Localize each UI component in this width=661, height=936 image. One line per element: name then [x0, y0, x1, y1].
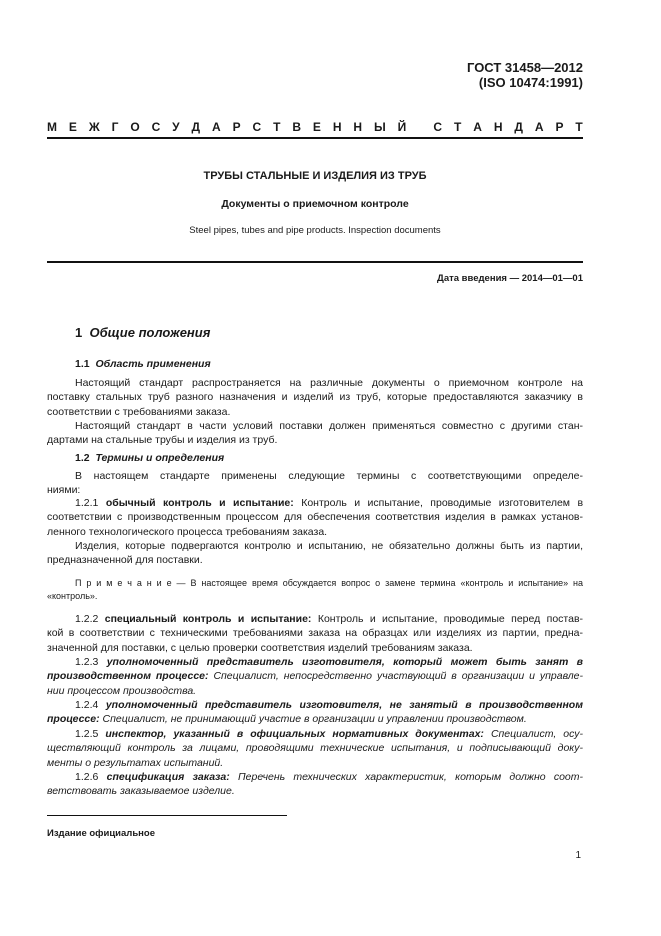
term-definition: Специалист, не принимающий участие в организации и управлении производством.: [102, 713, 527, 726]
text-line: Настоящий стандарт распространяется на различные документы о приемочном контроле на: [75, 377, 583, 389]
subsection-heading-1-1: [75, 358, 211, 370]
text-line: соответствии с требованиями заказа.: [47, 405, 231, 418]
term-name: производственном процессе:: [47, 670, 209, 683]
banner-letter: Т: [273, 120, 281, 134]
banner-letter: С: [252, 120, 262, 134]
text-line: [47, 727, 583, 741]
term-definition: менты о результатах испытаний.: [47, 756, 224, 769]
banner-letter: Е: [68, 120, 77, 134]
section-title: Общие положения: [89, 325, 211, 340]
banner-letter: Т: [575, 120, 583, 134]
text-line: ниями:: [47, 484, 81, 497]
document-subtitle: Документы о приемочном контроле: [221, 198, 409, 210]
term-number: 1.2.3: [75, 656, 99, 668]
term-name: уполномоченный представитель изготовителя, не занятый в производственном: [105, 699, 583, 711]
banner-letter: Т: [453, 120, 462, 134]
banner-letter: Й: [397, 120, 407, 134]
banner-letter: А: [211, 120, 221, 134]
text-line: [47, 684, 583, 698]
text-line: В настоящем стандарте применены следующие термины с соответствующими определе-: [75, 470, 583, 482]
note: [47, 577, 583, 603]
official-edition-label: Издание официальное: [47, 828, 155, 839]
footer-rule: [47, 815, 287, 816]
term-1-2-6: [47, 770, 583, 799]
term-definition: нии процессом производства.: [47, 684, 197, 697]
text-line: [47, 784, 583, 798]
iso-reference: (ISO 10474:1991): [478, 75, 583, 90]
text-line: кой в соответствии с техническими требованиями заказа на образцах или изделиях из партии, предна-: [47, 627, 583, 640]
banner-letter: Р: [555, 120, 564, 134]
term-definition: Специалист, осу-: [490, 728, 583, 740]
text-line: [47, 770, 583, 784]
text-line: [47, 712, 583, 726]
banner-letter: [418, 120, 421, 134]
term-definition: ветствовать заказываемое изделие.: [47, 785, 235, 798]
banner-letter: Ы: [373, 120, 386, 134]
note-line: П р и м е ч а н и е — В настоящее время обсуждается вопрос о замене термина «контроль и испытание» на: [75, 578, 583, 588]
text-line: [47, 756, 583, 770]
banner-letter: Е: [312, 120, 321, 134]
interstate-standard-banner: [47, 120, 583, 134]
term-number: 1.2.2: [75, 613, 99, 625]
term-number: 1.2.5: [75, 728, 99, 740]
text-line: дартами на стальные трубы и изделия из труб.: [47, 434, 278, 447]
section-number: 1: [75, 325, 83, 340]
banner-letter: Р: [232, 120, 241, 134]
document-title: ТРУБЫ СТАЛЬНЫЕ И ИЗДЕЛИЯ ИЗ ТРУБ: [203, 170, 427, 182]
term-1-2-4: [47, 698, 583, 727]
subsection-title: Термины и определения: [95, 452, 225, 464]
subsection-title: Область применения: [95, 358, 211, 370]
term-number: 1.2.6: [75, 771, 99, 783]
top-rule: [47, 137, 583, 139]
term-definition: ществляющий контроль за лицами, проводящими технические испытания, и подписывающий доку-: [47, 742, 583, 755]
text-line: [47, 698, 583, 712]
banner-letter: Н: [493, 120, 503, 134]
banner-letter: Н: [353, 120, 363, 134]
term-number: 1.2.4: [75, 699, 99, 711]
page-number: 1: [575, 850, 581, 861]
banner-letter: С: [151, 120, 161, 134]
subsection-number: 1.1: [75, 358, 90, 370]
term-name: процессе:: [47, 713, 100, 726]
term-number: 1.2.1: [75, 497, 99, 509]
middle-rule: [47, 261, 583, 263]
term-1-2-2: [47, 612, 583, 655]
document-designation: [467, 60, 583, 90]
paragraph-scope: [47, 376, 583, 447]
subsection-heading-1-2: [75, 452, 224, 464]
term-name: инспектор, указанный в официальных нормативных документах:: [105, 728, 484, 740]
term-definition: Контроль и испытание, проводимые изготовителем в: [301, 497, 584, 509]
note-line: «контроль».: [47, 591, 98, 601]
banner-letter: Д: [191, 120, 201, 134]
english-title: Steel pipes, tubes and pipe products. Inspection documents: [189, 225, 441, 236]
gost-number: ГОСТ 31458—2012: [467, 60, 583, 75]
term-definition: Специалист, непосредственно участвующий в организации и управле-: [213, 670, 583, 683]
term-1-2-5: [47, 727, 583, 770]
text-line: [47, 741, 583, 755]
text-line: соответствии с производственным процессом для обеспечения соответствия изделия в рамках установ-: [47, 511, 583, 524]
text-line: поставку стальных труб разного назначения и изделий из труб, которые предоставляются заказчику в: [47, 391, 583, 404]
banner-letter: А: [473, 120, 482, 134]
text-line: ленного технологического процесса требованиям заказа.: [47, 525, 328, 538]
term-name: специальный контроль и испытание:: [104, 613, 312, 625]
term-name: уполномоченный представитель изготовителя, который может быть занят в: [106, 656, 583, 668]
text-line: [47, 655, 583, 669]
term-name: спецификация заказа:: [106, 771, 230, 783]
banner-letter: М: [47, 120, 57, 134]
text-line: предназначенной для поставки.: [47, 554, 203, 567]
text-line: [47, 612, 583, 626]
subsection-number: 1.2: [75, 452, 90, 464]
text-line: [47, 669, 583, 683]
banner-letter: Ж: [88, 120, 100, 134]
text-line: Изделия, которые подвергаются контролю и испытанию, не обязательно должны быть из партии,: [75, 539, 583, 552]
section-heading: [75, 325, 210, 340]
term-name: обычный контроль и испытание:: [105, 497, 294, 509]
banner-letter: Г: [111, 120, 119, 134]
banner-letter: А: [534, 120, 544, 134]
text-line: [47, 496, 583, 510]
text-line: Настоящий стандарт в части условий поставки должен применяться совместно с другими стан-: [75, 419, 583, 432]
banner-letter: Д: [514, 120, 523, 134]
banner-letter: С: [433, 120, 443, 134]
banner-letter: В: [292, 120, 301, 134]
term-definition: Контроль и испытание, проводимые перед постав-: [317, 613, 584, 625]
effective-date: Дата введения — 2014—01—01: [437, 273, 583, 284]
text-line: значенной для поставки, с целью проверки соответствия изделий требованиям заказа.: [47, 641, 473, 654]
paragraph-terms-intro: [47, 469, 583, 498]
term-1-2-3: [47, 655, 583, 698]
term-definition: Перечень технических характеристик, которым должно соот-: [238, 771, 584, 783]
banner-letter: У: [172, 120, 180, 134]
term-1-2-1: [47, 496, 583, 567]
banner-letter: Н: [332, 120, 342, 134]
banner-letter: О: [130, 120, 140, 134]
